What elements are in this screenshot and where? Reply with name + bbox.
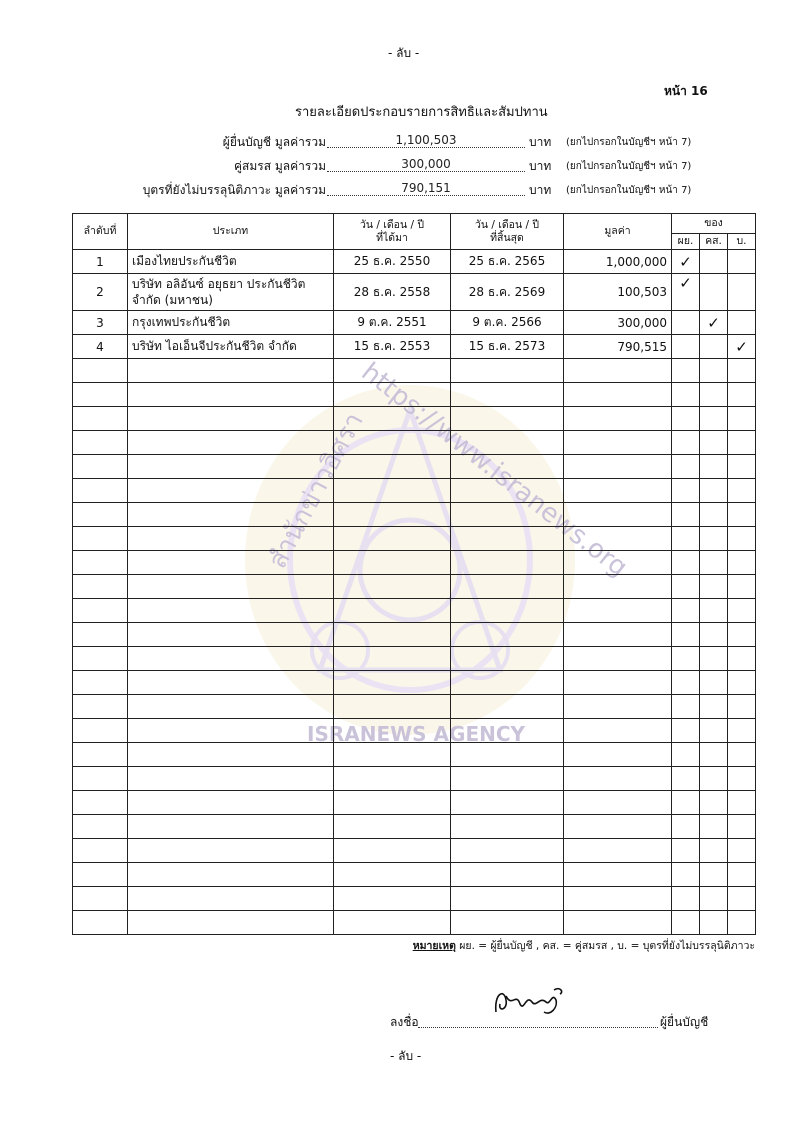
empty-table-row — [73, 623, 756, 647]
empty-cell — [451, 599, 564, 623]
empty-cell — [128, 767, 334, 791]
empty-cell — [334, 383, 451, 407]
empty-cell — [564, 407, 672, 431]
summary-row-filer — [0, 133, 800, 153]
cell-owner-child — [728, 274, 756, 311]
empty-cell — [128, 719, 334, 743]
signature-suffix: ผู้ยื่นบัญชี — [660, 1015, 709, 1029]
empty-cell — [334, 431, 451, 455]
empty-cell — [564, 551, 672, 575]
empty-cell — [700, 383, 728, 407]
empty-cell — [73, 407, 128, 431]
empty-cell — [728, 719, 756, 743]
empty-cell — [334, 839, 451, 863]
confidential-top: - ลับ - — [388, 46, 420, 60]
empty-table-row — [73, 479, 756, 503]
cell-start: 15 ธ.ค. 2553 — [334, 335, 451, 359]
empty-cell — [564, 359, 672, 383]
empty-table-row — [73, 791, 756, 815]
empty-cell — [73, 791, 128, 815]
empty-cell — [728, 695, 756, 719]
empty-cell — [564, 695, 672, 719]
empty-cell — [672, 407, 700, 431]
empty-cell — [128, 527, 334, 551]
empty-cell — [451, 431, 564, 455]
cell-owner-child — [728, 250, 756, 274]
empty-cell — [128, 503, 334, 527]
empty-cell — [451, 815, 564, 839]
empty-cell — [564, 647, 672, 671]
empty-cell — [451, 647, 564, 671]
empty-cell — [700, 551, 728, 575]
empty-cell — [564, 743, 672, 767]
empty-cell — [128, 839, 334, 863]
cell-type: เมืองไทยประกันชีวิต — [128, 250, 334, 274]
cell-value: 1,000,000 — [564, 250, 672, 274]
header-owner-self: ผย. — [672, 234, 700, 250]
summary-unit: บาท — [529, 159, 552, 173]
empty-cell — [672, 647, 700, 671]
cell-no: 4 — [73, 335, 128, 359]
table-body — [73, 250, 756, 935]
empty-cell — [128, 383, 334, 407]
cell-owner-spouse — [700, 335, 728, 359]
empty-cell — [672, 695, 700, 719]
empty-table-row — [73, 383, 756, 407]
empty-cell — [672, 791, 700, 815]
empty-cell — [73, 671, 128, 695]
empty-cell — [564, 503, 672, 527]
header-date-end: วัน / เดือน / ปี ที่สิ้นสุด — [451, 214, 564, 250]
empty-cell — [451, 575, 564, 599]
empty-cell — [564, 767, 672, 791]
empty-cell — [334, 455, 451, 479]
signature-prefix: ลงชื่อ — [390, 1015, 419, 1029]
empty-cell — [451, 359, 564, 383]
empty-cell — [700, 479, 728, 503]
empty-cell — [728, 527, 756, 551]
footnote-text: ผย. = ผู้ยื่นบัญชี , คส. = คู่สมรส , บ. = บุตรที่ยังไม่บรรลุนิติภาวะ — [455, 940, 755, 952]
empty-table-row — [73, 911, 756, 935]
empty-cell — [728, 815, 756, 839]
cell-start: 25 ธ.ค. 2550 — [334, 250, 451, 274]
summary-note: (ยกไปกรอกในบัญชีฯ หน้า 7) — [566, 161, 692, 172]
empty-table-row — [73, 743, 756, 767]
empty-cell — [672, 455, 700, 479]
empty-cell — [73, 527, 128, 551]
cell-start: 9 ต.ค. 2551 — [334, 311, 451, 335]
cell-no: 2 — [73, 274, 128, 311]
empty-cell — [672, 527, 700, 551]
empty-cell — [700, 647, 728, 671]
empty-table-row — [73, 455, 756, 479]
empty-cell — [672, 671, 700, 695]
empty-table-row — [73, 431, 756, 455]
empty-cell — [728, 479, 756, 503]
empty-cell — [728, 359, 756, 383]
empty-cell — [564, 791, 672, 815]
empty-table-row — [73, 359, 756, 383]
cell-owner-self — [672, 335, 700, 359]
header-type: ประเภท — [128, 214, 334, 250]
empty-cell — [73, 863, 128, 887]
empty-cell — [700, 887, 728, 911]
empty-cell — [73, 719, 128, 743]
empty-cell — [451, 527, 564, 551]
summary-value: 790,151 — [327, 181, 525, 196]
cell-type: บริษัท ไอเอ็นจีประกันชีวิต จำกัด — [128, 335, 334, 359]
cell-owner-self: ✓ — [672, 250, 700, 274]
confidential-bottom: - ลับ - — [390, 1049, 422, 1063]
empty-cell — [728, 551, 756, 575]
watermark-english-text: ISRANEWS AGENCY — [307, 722, 526, 746]
empty-cell — [451, 767, 564, 791]
cell-end: 15 ธ.ค. 2573 — [451, 335, 564, 359]
empty-table-row — [73, 839, 756, 863]
empty-cell — [334, 743, 451, 767]
empty-cell — [728, 647, 756, 671]
empty-cell — [728, 599, 756, 623]
empty-table-row — [73, 863, 756, 887]
cell-owner-self — [672, 311, 700, 335]
empty-cell — [73, 911, 128, 935]
empty-cell — [451, 383, 564, 407]
empty-cell — [73, 743, 128, 767]
header-owner-child: บ. — [728, 234, 756, 250]
empty-cell — [451, 479, 564, 503]
empty-cell — [564, 719, 672, 743]
empty-cell — [73, 815, 128, 839]
empty-cell — [451, 863, 564, 887]
empty-cell — [73, 623, 128, 647]
summary-label: คู่สมรส มูลค่ารวม — [234, 159, 326, 173]
cell-owner-spouse — [700, 250, 728, 274]
empty-cell — [334, 623, 451, 647]
header-owner-spouse: คส. — [700, 234, 728, 250]
empty-cell — [334, 887, 451, 911]
cell-no: 3 — [73, 311, 128, 335]
empty-cell — [128, 743, 334, 767]
concessions-table — [72, 213, 756, 935]
empty-cell — [700, 503, 728, 527]
summary-value: 300,000 — [327, 157, 525, 172]
empty-cell — [73, 383, 128, 407]
empty-cell — [700, 743, 728, 767]
empty-cell — [334, 911, 451, 935]
empty-table-row — [73, 815, 756, 839]
empty-cell — [334, 863, 451, 887]
empty-cell — [672, 719, 700, 743]
empty-cell — [73, 503, 128, 527]
cell-end: 25 ธ.ค. 2565 — [451, 250, 564, 274]
empty-cell — [334, 695, 451, 719]
empty-cell — [564, 911, 672, 935]
header-value: มูลค่า — [564, 214, 672, 250]
empty-cell — [451, 743, 564, 767]
empty-cell — [564, 887, 672, 911]
empty-cell — [451, 671, 564, 695]
summary-unit: บาท — [529, 135, 552, 149]
empty-cell — [128, 791, 334, 815]
empty-cell — [564, 455, 672, 479]
cell-end: 28 ธ.ค. 2569 — [451, 274, 564, 311]
empty-cell — [728, 863, 756, 887]
empty-cell — [334, 479, 451, 503]
cell-owner-spouse: ✓ — [700, 311, 728, 335]
empty-cell — [128, 647, 334, 671]
empty-cell — [128, 695, 334, 719]
empty-cell — [564, 839, 672, 863]
empty-cell — [728, 575, 756, 599]
empty-cell — [700, 767, 728, 791]
empty-cell — [334, 407, 451, 431]
cell-type: กรุงเทพประกันชีวิต — [128, 311, 334, 335]
empty-cell — [564, 527, 672, 551]
empty-cell — [564, 431, 672, 455]
empty-cell — [451, 839, 564, 863]
summary-note: (ยกไปกรอกในบัญชีฯ หน้า 7) — [566, 137, 692, 148]
empty-cell — [73, 431, 128, 455]
empty-cell — [128, 359, 334, 383]
empty-cell — [128, 623, 334, 647]
empty-cell — [451, 911, 564, 935]
footnote-label: หมายเหตุ — [412, 940, 456, 952]
empty-table-row — [73, 671, 756, 695]
empty-cell — [73, 575, 128, 599]
empty-cell — [128, 479, 334, 503]
empty-table-row — [73, 599, 756, 623]
empty-cell — [73, 839, 128, 863]
empty-cell — [728, 671, 756, 695]
empty-cell — [73, 647, 128, 671]
empty-cell — [334, 791, 451, 815]
empty-cell — [700, 863, 728, 887]
empty-cell — [728, 431, 756, 455]
empty-cell — [73, 479, 128, 503]
table-row — [73, 250, 756, 274]
empty-cell — [672, 503, 700, 527]
empty-cell — [700, 431, 728, 455]
empty-cell — [73, 767, 128, 791]
cell-type: บริษัท อลิอันซ์ อยุธยา ประกันชีวิต จำกัด (มหาชน) — [128, 274, 334, 311]
empty-cell — [128, 671, 334, 695]
summary-label: บุตรที่ยังไม่บรรลุนิติภาวะ มูลค่ารวม — [142, 183, 326, 197]
empty-table-row — [73, 647, 756, 671]
empty-cell — [334, 719, 451, 743]
empty-cell — [672, 743, 700, 767]
empty-cell — [672, 911, 700, 935]
empty-cell — [564, 383, 672, 407]
empty-cell — [728, 911, 756, 935]
empty-table-row — [73, 575, 756, 599]
cell-end: 9 ต.ค. 2566 — [451, 311, 564, 335]
cell-no: 1 — [73, 250, 128, 274]
empty-cell — [728, 767, 756, 791]
summary-note: (ยกไปกรอกในบัญชีฯ หน้า 7) — [566, 185, 692, 196]
empty-cell — [334, 551, 451, 575]
empty-cell — [700, 623, 728, 647]
empty-cell — [334, 575, 451, 599]
cell-start: 28 ธ.ค. 2558 — [334, 274, 451, 311]
empty-cell — [672, 359, 700, 383]
empty-cell — [700, 911, 728, 935]
empty-cell — [672, 887, 700, 911]
empty-cell — [73, 455, 128, 479]
empty-cell — [334, 359, 451, 383]
empty-cell — [128, 575, 334, 599]
empty-table-row — [73, 407, 756, 431]
empty-cell — [672, 839, 700, 863]
empty-cell — [128, 551, 334, 575]
empty-cell — [564, 815, 672, 839]
cell-owner-child: ✓ — [728, 335, 756, 359]
empty-cell — [700, 455, 728, 479]
empty-cell — [334, 767, 451, 791]
empty-cell — [728, 839, 756, 863]
empty-table-row — [73, 503, 756, 527]
header-date-start: วัน / เดือน / ปี ที่ได้มา — [334, 214, 451, 250]
empty-cell — [700, 791, 728, 815]
empty-cell — [334, 815, 451, 839]
empty-cell — [451, 719, 564, 743]
empty-cell — [700, 527, 728, 551]
empty-table-row — [73, 527, 756, 551]
empty-cell — [700, 359, 728, 383]
cell-value: 300,000 — [564, 311, 672, 335]
empty-cell — [728, 407, 756, 431]
empty-table-row — [73, 695, 756, 719]
empty-cell — [672, 815, 700, 839]
empty-cell — [700, 839, 728, 863]
empty-table-row — [73, 767, 756, 791]
empty-cell — [451, 455, 564, 479]
handwritten-signature — [490, 982, 570, 1022]
empty-cell — [128, 407, 334, 431]
cell-value: 790,515 — [564, 335, 672, 359]
empty-cell — [451, 791, 564, 815]
empty-cell — [334, 647, 451, 671]
empty-cell — [451, 503, 564, 527]
empty-cell — [672, 599, 700, 623]
empty-cell — [700, 599, 728, 623]
empty-cell — [700, 719, 728, 743]
cell-owner-spouse — [700, 274, 728, 311]
empty-cell — [728, 383, 756, 407]
table-row — [73, 335, 756, 359]
empty-cell — [73, 599, 128, 623]
empty-cell — [128, 887, 334, 911]
empty-cell — [672, 767, 700, 791]
header-owner: ของ — [672, 214, 756, 234]
empty-cell — [672, 383, 700, 407]
cell-owner-self: ✓ — [672, 274, 700, 311]
empty-cell — [451, 551, 564, 575]
empty-cell — [700, 671, 728, 695]
empty-cell — [700, 815, 728, 839]
empty-table-row — [73, 887, 756, 911]
table-row — [73, 311, 756, 335]
empty-cell — [672, 863, 700, 887]
summary-row-child — [0, 181, 800, 201]
empty-cell — [334, 503, 451, 527]
empty-cell — [334, 599, 451, 623]
header-no: ลำดับที่ — [73, 214, 128, 250]
page-number: หน้า 16 — [664, 84, 708, 98]
empty-cell — [564, 479, 672, 503]
table-row — [73, 274, 756, 311]
empty-cell — [128, 455, 334, 479]
empty-table-row — [73, 551, 756, 575]
summary-value: 1,100,503 — [327, 133, 525, 148]
empty-cell — [564, 623, 672, 647]
cell-owner-child — [728, 311, 756, 335]
empty-cell — [451, 407, 564, 431]
empty-cell — [128, 599, 334, 623]
empty-cell — [564, 599, 672, 623]
empty-cell — [728, 743, 756, 767]
empty-cell — [728, 791, 756, 815]
page-title: รายละเอียดประกอบรายการสิทธิและสัมปทาน — [295, 105, 548, 120]
empty-cell — [128, 815, 334, 839]
empty-cell — [451, 887, 564, 911]
empty-cell — [451, 623, 564, 647]
empty-table-row — [73, 719, 756, 743]
watermark-url-text: https://www.isranews.org — [355, 357, 633, 583]
empty-cell — [334, 527, 451, 551]
empty-cell — [672, 431, 700, 455]
empty-cell — [451, 695, 564, 719]
empty-cell — [73, 551, 128, 575]
cell-value: 100,503 — [564, 274, 672, 311]
empty-cell — [564, 575, 672, 599]
empty-cell — [564, 671, 672, 695]
empty-cell — [672, 479, 700, 503]
empty-cell — [128, 911, 334, 935]
empty-cell — [672, 575, 700, 599]
empty-cell — [700, 575, 728, 599]
empty-cell — [700, 695, 728, 719]
empty-cell — [672, 551, 700, 575]
empty-cell — [73, 695, 128, 719]
empty-cell — [334, 671, 451, 695]
empty-cell — [128, 431, 334, 455]
empty-cell — [128, 863, 334, 887]
empty-cell — [564, 863, 672, 887]
empty-cell — [672, 623, 700, 647]
empty-cell — [700, 407, 728, 431]
footnote — [413, 937, 755, 954]
summary-label: ผู้ยื่นบัญชี มูลค่ารวม — [222, 135, 326, 149]
empty-cell — [73, 887, 128, 911]
empty-cell — [73, 359, 128, 383]
summary-unit: บาท — [529, 183, 552, 197]
empty-cell — [728, 455, 756, 479]
watermark-thai-text: สำนักข่าวอิศรา — [262, 407, 370, 574]
empty-cell — [728, 503, 756, 527]
empty-cell — [728, 623, 756, 647]
summary-row-spouse — [0, 157, 800, 177]
empty-cell — [728, 887, 756, 911]
